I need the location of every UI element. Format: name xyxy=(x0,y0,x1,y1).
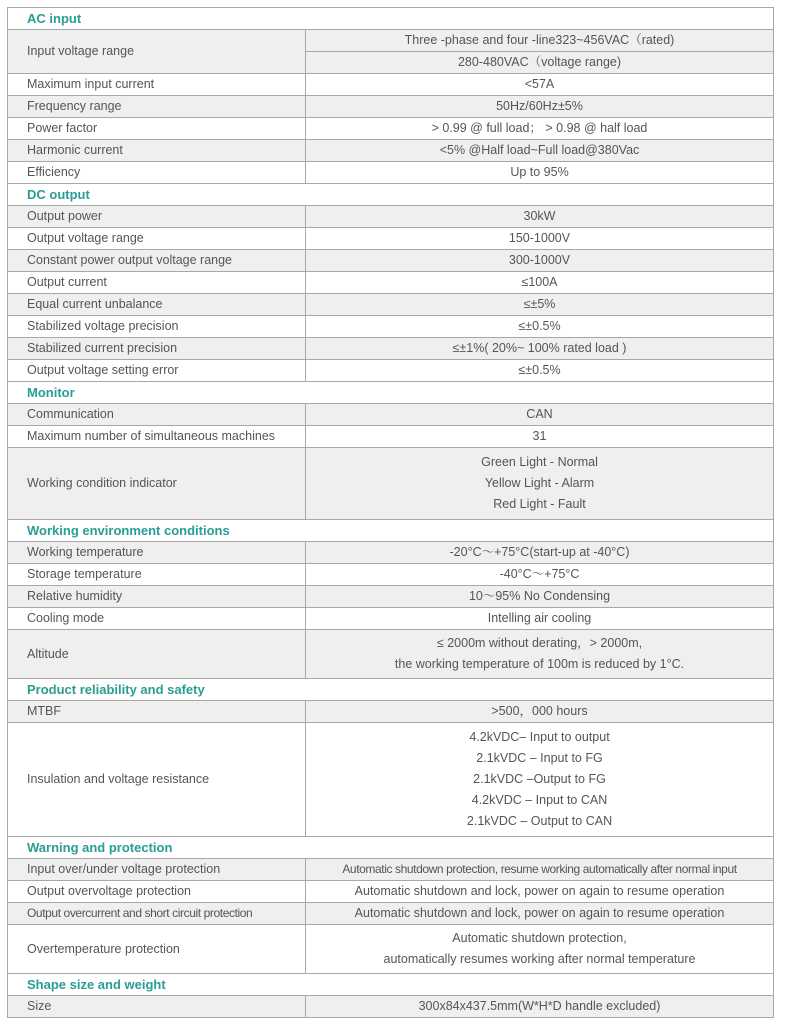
spec-label: Storage temperature xyxy=(8,564,306,586)
spec-label: Input voltage range xyxy=(8,30,306,74)
section-header-row xyxy=(8,8,774,30)
section-title: Monitor xyxy=(8,382,774,404)
spec-label: Communication xyxy=(8,404,306,426)
section-title: Shape size and weight xyxy=(8,974,774,996)
spec-label: Relative humidity xyxy=(8,586,306,608)
spec-row xyxy=(8,162,774,184)
section-header-row xyxy=(8,679,774,701)
spec-row xyxy=(8,448,774,520)
spec-label: Insulation and voltage resistance xyxy=(8,723,306,837)
section-title: Working environment conditions xyxy=(8,520,774,542)
spec-value: Intelling air cooling xyxy=(306,608,774,630)
spec-row xyxy=(8,206,774,228)
section-title: Warning and protection xyxy=(8,837,774,859)
spec-value: 10～95% No Condensing xyxy=(306,586,774,608)
spec-label: Output current xyxy=(8,272,306,294)
spec-label: Maximum input current xyxy=(8,74,306,96)
spec-label: Output voltage setting error xyxy=(8,360,306,382)
spec-label: Input over/under voltage protection xyxy=(8,859,306,881)
spec-value: Automatic shutdown and lock, power on again to resume operation xyxy=(306,881,774,903)
spec-value: <5% @Half load~Full load@380Vac xyxy=(306,140,774,162)
spec-value-line: 4.2kVDC – Input to CAN xyxy=(471,793,608,807)
spec-value: >500，000 hours xyxy=(306,701,774,723)
spec-label: Stabilized voltage precision xyxy=(8,316,306,338)
spec-row xyxy=(8,74,774,96)
spec-row xyxy=(8,118,774,140)
section-title: DC output xyxy=(8,184,774,206)
spec-row xyxy=(8,564,774,586)
spec-value: -40°C～+75°C xyxy=(306,564,774,586)
spec-value: -20°C～+75°C(start-up at -40°C) xyxy=(306,542,774,564)
spec-value: Automatic shutdown and lock, power on again to resume operation xyxy=(306,903,774,925)
spec-value: ≤±1%( 20%~ 100% rated load ) xyxy=(306,338,774,360)
section-header-row xyxy=(8,837,774,859)
section-title: Product reliability and safety xyxy=(8,679,774,701)
spec-value-line: Green Light - Normal xyxy=(481,455,598,469)
spec-label: Harmonic current xyxy=(8,140,306,162)
spec-value: ≤±0.5% xyxy=(306,316,774,338)
spec-row xyxy=(8,630,774,679)
spec-row xyxy=(8,723,774,837)
spec-row xyxy=(8,586,774,608)
spec-row xyxy=(8,338,774,360)
spec-value-line: 2.1kVDC –Output to FG xyxy=(473,772,606,786)
spec-row xyxy=(8,996,774,1018)
spec-value-line: Red Light - Fault xyxy=(493,497,586,511)
spec-label: MTBF xyxy=(8,701,306,723)
spec-label: Output overcurrent and short circuit protection xyxy=(8,903,306,925)
spec-row xyxy=(8,294,774,316)
spec-value-line: 2.1kVDC – Input to FG xyxy=(476,751,603,765)
spec-value: 150-1000V xyxy=(306,228,774,250)
spec-row xyxy=(8,272,774,294)
spec-label: Frequency range xyxy=(8,96,306,118)
spec-value xyxy=(306,448,774,520)
spec-label: Output power xyxy=(8,206,306,228)
spec-label: Cooling mode xyxy=(8,608,306,630)
spec-label: Efficiency xyxy=(8,162,306,184)
spec-value-line: 2.1kVDC – Output to CAN xyxy=(466,814,613,828)
spec-label: Output voltage range xyxy=(8,228,306,250)
spec-label: Working condition indicator xyxy=(8,448,306,520)
spec-row xyxy=(8,542,774,564)
spec-value-line: Automatic shutdown protection, xyxy=(452,931,627,945)
spec-value: Automatic shutdown protection, resume working automatically after normal input xyxy=(306,859,774,881)
spec-value: Three -phase and four -line323~456VAC（rated) xyxy=(306,30,774,52)
spec-value: 300x84x437.5mm(W*H*D handle excluded) xyxy=(306,996,774,1018)
spec-value: ≤±0.5% xyxy=(306,360,774,382)
spec-value: CAN xyxy=(306,404,774,426)
spec-value-line: 4.2kVDC– Input to output xyxy=(469,730,610,744)
spec-value-line: the working temperature of 100m is reduced by 1°C. xyxy=(394,657,685,671)
spec-value: ≤100A xyxy=(306,272,774,294)
spec-row xyxy=(8,608,774,630)
spec-row xyxy=(8,881,774,903)
spec-value: ≤±5% xyxy=(306,294,774,316)
spec-value xyxy=(306,925,774,974)
spec-value xyxy=(306,723,774,837)
spec-value: 30kW xyxy=(306,206,774,228)
spec-row xyxy=(8,426,774,448)
spec-row xyxy=(8,140,774,162)
specification-table xyxy=(7,7,774,1018)
spec-label: Altitude xyxy=(8,630,306,679)
spec-value: 50Hz/60Hz±5% xyxy=(306,96,774,118)
spec-row xyxy=(8,96,774,118)
spec-value: > 0.99 @ full load； > 0.98 @ half load xyxy=(306,118,774,140)
spec-label: Size xyxy=(8,996,306,1018)
spec-label: Equal current unbalance xyxy=(8,294,306,316)
spec-row xyxy=(8,250,774,272)
spec-value: 31 xyxy=(306,426,774,448)
spec-row xyxy=(8,30,774,52)
spec-value-line: ≤ 2000m without derating，> 2000m, xyxy=(436,636,643,650)
spec-value: <57A xyxy=(306,74,774,96)
spec-label: Maximum number of simultaneous machines xyxy=(8,426,306,448)
spec-value: Up to 95% xyxy=(306,162,774,184)
spec-label: Output overvoltage protection xyxy=(8,881,306,903)
spec-label: Constant power output voltage range xyxy=(8,250,306,272)
spec-row xyxy=(8,404,774,426)
section-header-row xyxy=(8,184,774,206)
spec-label: Power factor xyxy=(8,118,306,140)
spec-row xyxy=(8,701,774,723)
spec-row xyxy=(8,360,774,382)
spec-label: Stabilized current precision xyxy=(8,338,306,360)
section-header-row xyxy=(8,974,774,996)
spec-row xyxy=(8,859,774,881)
spec-row xyxy=(8,903,774,925)
section-title: AC input xyxy=(8,8,774,30)
spec-row xyxy=(8,925,774,974)
spec-label: Overtemperature protection xyxy=(8,925,306,974)
spec-value xyxy=(306,630,774,679)
spec-row xyxy=(8,316,774,338)
spec-value: 280-480VAC（voltage range) xyxy=(306,52,774,74)
spec-value: 300-1000V xyxy=(306,250,774,272)
spec-value-line: automatically resumes working after normal temperature xyxy=(383,952,696,966)
section-header-row xyxy=(8,520,774,542)
spec-value-line: Yellow Light - Alarm xyxy=(484,476,595,490)
spec-row xyxy=(8,228,774,250)
spec-label: Working temperature xyxy=(8,542,306,564)
section-header-row xyxy=(8,382,774,404)
